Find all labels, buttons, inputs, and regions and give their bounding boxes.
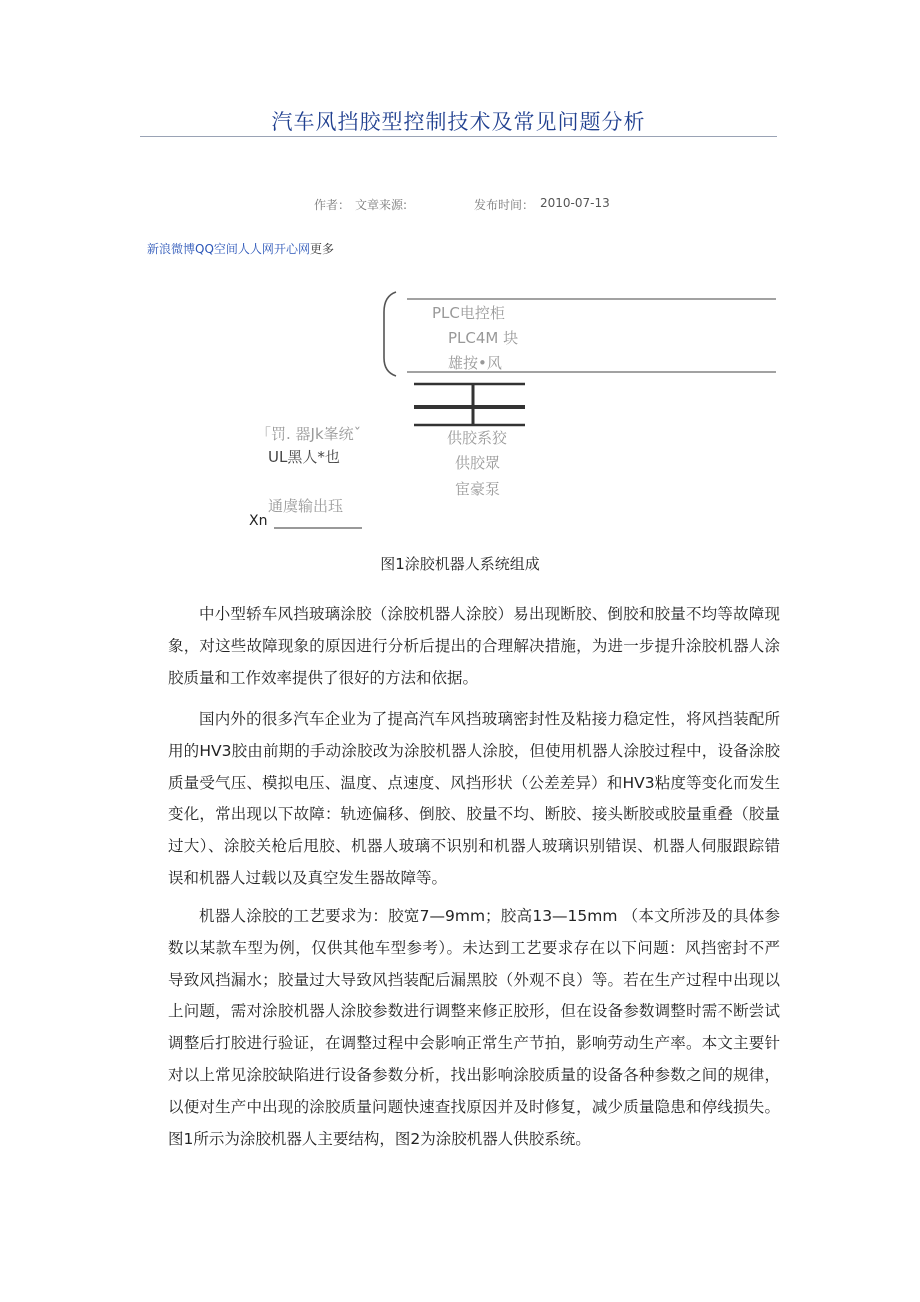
date-value: 2010-07-13	[540, 196, 610, 210]
figure-caption: 图1涂胶机器人系统组成	[380, 555, 540, 573]
share-link-qzone[interactable]: QQ空间	[195, 242, 238, 256]
date-label: 发布时间：	[474, 198, 535, 212]
label-xn: Xn	[249, 513, 268, 529]
article-title: 汽车风挡胶型控制技术及常见问题分析	[271, 110, 646, 134]
label-pump: 宦豪泵	[455, 480, 501, 498]
diagram-lines	[0, 0, 920, 540]
share-bar	[147, 240, 334, 257]
source-label: 文章来源:	[355, 198, 408, 212]
label-output: 通虞输出珏	[268, 497, 344, 515]
paragraph-3: 机器人涂胶的工艺要求为：胶宽7—9mm；胶高13—15mm （本文所涉及的具体参数以某款车型为例，仅供其他车型参考）。未达到工艺要求存在以下问题：风挡密封不严导致风挡漏水；胶量过大导致风挡装配后漏黑胶（外观不良）等。若在生产过程中出现以上问题，需对涂胶机器人涂胶参数进行调整来修正胶形，但在设备参数调整时需不断尝试调整后打胶进行验证，在调整过程中会影响正常生产节拍，影响劳动生产率。本文主要针对以上常见涂胶缺陷进行设备参数分析，找出影响涂胶质量的设备各种参数之间的规律，以便对生产中出现的涂胶质量问题快速查找原因并及时修复，减少质量隐患和停线损失。图1所示为涂胶机器人主要结构，图2为涂胶机器人供胶系统。	[168, 907, 780, 1148]
share-more-link[interactable]: 更多	[309, 242, 334, 256]
paragraph-1: 中小型轿车风挡玻璃涂胶（涂胶机器人涂胶）易出现断胶、倒胶和胶量不均等故障现象，对这些故障现象的原因进行分析后提出的合理解决措施，为进一步提升涂胶机器人涂胶质量和工作效率提供了很好的方法和依据。	[168, 605, 780, 687]
figure-diagram	[0, 0, 920, 540]
label-control-button: 雄按•风	[448, 354, 502, 372]
label-supply-system: 供胶系狡	[447, 429, 508, 447]
share-link-weibo[interactable]: 新浪微博	[147, 242, 196, 256]
label-plc-cabinet: PLC电控柜	[432, 304, 505, 322]
share-link-renren[interactable]: 人人网	[237, 242, 274, 256]
diagram-bracket	[384, 292, 396, 376]
title-divider	[140, 136, 777, 137]
paragraph-2: 国内外的很多汽车企业为了提高汽车风挡玻璃密封性及粘接力稳定性，将风挡装配所用的HV3胶由前期的手动涂胶改为涂胶机器人涂胶，但使用机器人涂胶过程中，设备涂胶质量受气压、模拟电压、温度、点速度、风挡形状（公差差异）和HV3粘度等变化而发生变化，常出现以下故障：轨迹偏移、倒胶、胶量不均、断胶、接头断胶或胶量重叠（胶量过大）、涂胶关枪后甩胶、机器人玻璃不识别和机器人玻璃识别错误、机器人伺服跟踪错误和机器人过载以及真空发生器故障等。	[168, 710, 780, 887]
label-robot: UL黑人*也	[268, 448, 340, 466]
label-robot-system: 「罚. 器Jk峯统ˇ	[256, 425, 362, 443]
label-supply-unit: 供胶眾	[455, 454, 501, 472]
share-link-kaixin[interactable]: 开心网	[273, 242, 310, 256]
author-label: 作者：	[314, 198, 351, 212]
label-plc-module: PLC4M 块	[448, 329, 519, 347]
